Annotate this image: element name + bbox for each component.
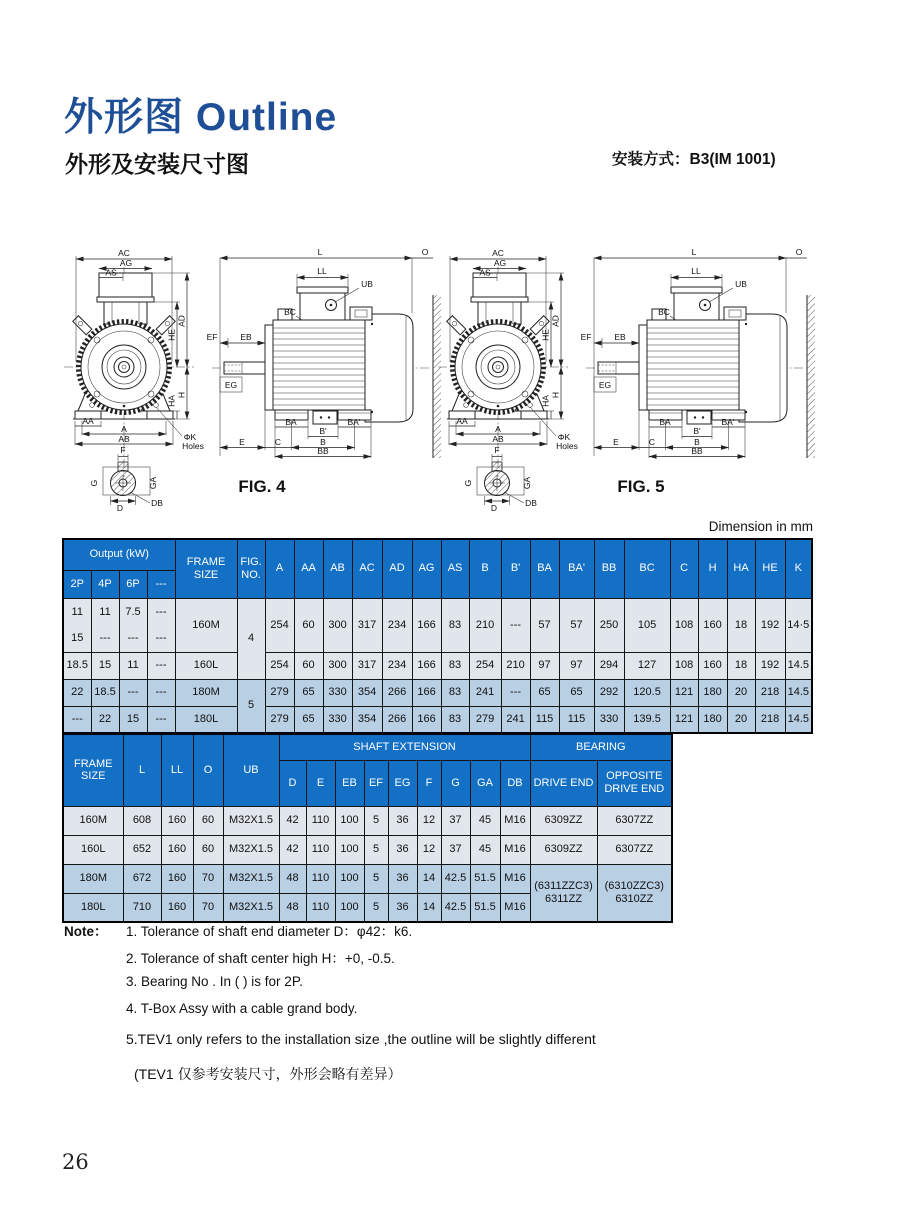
header-cell: OPPOSITE DRIVE END xyxy=(597,760,672,806)
header-cell: EB xyxy=(335,760,364,806)
cell: 14.5 xyxy=(785,679,812,706)
cell: 330 xyxy=(323,679,352,706)
cell: 42.5 xyxy=(441,893,470,922)
cell: 241 xyxy=(501,706,530,733)
cell: 83 xyxy=(441,598,469,652)
cell: 22 xyxy=(91,706,119,733)
cell: 317 xyxy=(352,652,382,679)
cell: 14·5 xyxy=(785,598,812,652)
cell: 266 xyxy=(382,679,412,706)
fig4-caption: FIG. 4 xyxy=(238,477,286,496)
cell: 5 xyxy=(364,893,388,922)
header-cell: Output (kW) xyxy=(63,539,175,570)
cell: 7.5 --- xyxy=(119,598,147,652)
header-cell: K xyxy=(785,539,812,598)
header-cell: AA xyxy=(294,539,323,598)
header-cell: B' xyxy=(501,539,530,598)
cell: 57 xyxy=(530,598,559,652)
header-cell: AB xyxy=(323,539,352,598)
cell: 160 xyxy=(698,598,727,652)
header-cell: SHAFT EXTENSION xyxy=(279,734,530,760)
header-cell: 2P xyxy=(63,570,91,598)
header-cell: BA' xyxy=(559,539,594,598)
cell: 15 xyxy=(91,652,119,679)
cell: M16 xyxy=(500,806,530,835)
cell: 254 xyxy=(265,598,294,652)
cell: M16 xyxy=(500,864,530,893)
cell: 100 xyxy=(335,835,364,864)
header-cell: --- xyxy=(147,570,175,598)
cell: 18 xyxy=(727,652,755,679)
table-row xyxy=(63,835,672,864)
cell: 166 xyxy=(412,652,441,679)
table-row xyxy=(63,679,812,706)
header-cell: EG xyxy=(388,760,417,806)
header-cell: DRIVE END xyxy=(530,760,597,806)
cell: 218 xyxy=(755,679,785,706)
cell: 45 xyxy=(470,806,500,835)
cell: 330 xyxy=(594,706,624,733)
cell: M32X1.5 xyxy=(223,893,279,922)
cell: 110 xyxy=(306,893,335,922)
cell: 83 xyxy=(441,652,469,679)
cell: 14 xyxy=(417,893,441,922)
cell: 14 xyxy=(417,864,441,893)
header-cell: E xyxy=(306,760,335,806)
cell: 354 xyxy=(352,706,382,733)
cell: 60 xyxy=(193,806,223,835)
table-row xyxy=(63,598,812,652)
cell: 6309ZZ xyxy=(530,806,597,835)
cell: 100 xyxy=(335,864,364,893)
note-item-1: 1. Tolerance of shaft end diameter D：φ42：k6. xyxy=(126,924,413,939)
header-cell: BEARING xyxy=(530,734,672,760)
cell: 108 xyxy=(670,652,698,679)
cell: 180M xyxy=(175,679,237,706)
header-cell: G xyxy=(441,760,470,806)
cell: 110 xyxy=(306,806,335,835)
cell: 279 xyxy=(265,706,294,733)
cell: 51.5 xyxy=(470,893,500,922)
cell: 22 xyxy=(63,679,91,706)
header-cell: LL xyxy=(161,734,193,806)
cell: 20 xyxy=(727,679,755,706)
cell: 11 --- xyxy=(91,598,119,652)
header-cell: 6P xyxy=(119,570,147,598)
dimension-table-1 xyxy=(62,538,813,734)
header-cell: A xyxy=(265,539,294,598)
cell: 36 xyxy=(388,864,417,893)
figure-5-drawing xyxy=(436,243,828,515)
cell: 36 xyxy=(388,835,417,864)
note-item-3: 3. Bearing No . In ( ) is for 2P. xyxy=(126,974,303,989)
cell: 180L xyxy=(175,706,237,733)
cell: (6311ZZC3) 6311ZZ xyxy=(530,864,597,922)
cell: --- xyxy=(501,598,530,652)
header-cell: HA xyxy=(727,539,755,598)
cell: 608 xyxy=(123,806,161,835)
cell: M16 xyxy=(500,835,530,864)
note-item-2: 2. Tolerance of shaft center high H：+0, -0.5. xyxy=(126,951,395,966)
cell: 65 xyxy=(294,706,323,733)
cell: 83 xyxy=(441,679,469,706)
cell: 166 xyxy=(412,598,441,652)
page-title xyxy=(64,86,337,142)
cell: --- xyxy=(63,706,91,733)
header-cell: BC xyxy=(624,539,670,598)
header-cell: UB xyxy=(223,734,279,806)
cell: 121 xyxy=(670,706,698,733)
header-cell: C xyxy=(670,539,698,598)
cell: 37 xyxy=(441,806,470,835)
cell: 330 xyxy=(323,706,352,733)
header-cell: BA xyxy=(530,539,559,598)
cell: 160L xyxy=(63,835,123,864)
cell: 48 xyxy=(279,893,306,922)
cell: 160 xyxy=(161,864,193,893)
cell: 12 xyxy=(417,835,441,864)
header-cell: EF xyxy=(364,760,388,806)
header-cell: 4P xyxy=(91,570,119,598)
cell: 105 xyxy=(624,598,670,652)
cell: 65 xyxy=(294,679,323,706)
cell: 14.5 xyxy=(785,652,812,679)
table-row xyxy=(63,806,672,835)
header-cell: AD xyxy=(382,539,412,598)
figure-4-drawing xyxy=(62,243,454,515)
header-cell: FRAME SIZE xyxy=(175,539,237,598)
cell: 241 xyxy=(469,679,501,706)
cell: 45 xyxy=(470,835,500,864)
cell: 4 xyxy=(237,598,265,679)
cell: 234 xyxy=(382,652,412,679)
cell: --- xyxy=(147,652,175,679)
cell: 5 xyxy=(364,835,388,864)
cell: --- xyxy=(147,679,175,706)
cell: 192 xyxy=(755,598,785,652)
cell: --- xyxy=(501,679,530,706)
cell: 18 xyxy=(727,598,755,652)
mounting-type-label: 安装方式：B3(IM 1001) xyxy=(612,151,776,168)
cell: 160M xyxy=(175,598,237,652)
cell: 100 xyxy=(335,893,364,922)
cell: 70 xyxy=(193,893,223,922)
cell: 160M xyxy=(63,806,123,835)
header-cell: H xyxy=(698,539,727,598)
cell: 60 xyxy=(294,598,323,652)
cell: 18.5 xyxy=(91,679,119,706)
cell: 60 xyxy=(294,652,323,679)
cell: 160 xyxy=(161,806,193,835)
cell: 36 xyxy=(388,806,417,835)
cell: 108 xyxy=(670,598,698,652)
header-cell: B xyxy=(469,539,501,598)
cell: 294 xyxy=(594,652,624,679)
cell: 6307ZZ xyxy=(597,806,672,835)
header-cell: GA xyxy=(470,760,500,806)
cell: 12 xyxy=(417,806,441,835)
cell: 18.5 xyxy=(63,652,91,679)
cell: 160 xyxy=(161,835,193,864)
cell: 210 xyxy=(469,598,501,652)
cell: 65 xyxy=(530,679,559,706)
cell: 42 xyxy=(279,835,306,864)
cell: 57 xyxy=(559,598,594,652)
cell: 83 xyxy=(441,706,469,733)
dimension-unit-note: Dimension in mm xyxy=(708,519,813,534)
cell: 97 xyxy=(559,652,594,679)
cell: M16 xyxy=(500,893,530,922)
cell: 317 xyxy=(352,598,382,652)
table-row xyxy=(63,706,812,733)
cell: 672 xyxy=(123,864,161,893)
cell: 166 xyxy=(412,706,441,733)
cell: 354 xyxy=(352,679,382,706)
cell: 37 xyxy=(441,835,470,864)
page-subtitle: 外形及安装尺寸图 xyxy=(65,151,249,177)
cell: 5 xyxy=(364,864,388,893)
cell: 110 xyxy=(306,864,335,893)
cell: 97 xyxy=(530,652,559,679)
cell: 250 xyxy=(594,598,624,652)
cell: 115 xyxy=(559,706,594,733)
cell: 15 xyxy=(119,706,147,733)
fig5-caption: FIG. 5 xyxy=(617,477,665,496)
cell: 60 xyxy=(193,835,223,864)
header-cell: FIG. NO. xyxy=(237,539,265,598)
cell: 192 xyxy=(755,652,785,679)
header-cell: F xyxy=(417,760,441,806)
header-cell: FRAME SIZE xyxy=(63,734,123,806)
cell: 180 xyxy=(698,706,727,733)
cell: M32X1.5 xyxy=(223,806,279,835)
page-number: 26 xyxy=(62,1150,89,1174)
header-cell: AS xyxy=(441,539,469,598)
cell: 166 xyxy=(412,679,441,706)
note-item-5: 5.TEV1 only refers to the installation size ,the outline will be slightly different xyxy=(126,1031,596,1047)
cell: 5 xyxy=(237,679,265,733)
cell: 51.5 xyxy=(470,864,500,893)
header-cell: BB xyxy=(594,539,624,598)
cell: 65 xyxy=(559,679,594,706)
cell: 210 xyxy=(501,652,530,679)
cell: 11 15 xyxy=(63,598,91,652)
cell: 127 xyxy=(624,652,670,679)
cell: 300 xyxy=(323,598,352,652)
header-cell: D xyxy=(279,760,306,806)
table-row xyxy=(63,864,672,893)
cell: 42.5 xyxy=(441,864,470,893)
header-cell: AC xyxy=(352,539,382,598)
cell: 266 xyxy=(382,706,412,733)
page-title-en: Outline xyxy=(195,96,338,139)
cell: 160 xyxy=(698,652,727,679)
cell: 279 xyxy=(265,679,294,706)
cell: 234 xyxy=(382,598,412,652)
header-cell: DB xyxy=(500,760,530,806)
cell: 292 xyxy=(594,679,624,706)
cell: 218 xyxy=(755,706,785,733)
cell: 120.5 xyxy=(624,679,670,706)
cell: M32X1.5 xyxy=(223,864,279,893)
cell: 11 xyxy=(119,652,147,679)
cell: 180M xyxy=(63,864,123,893)
note-item-5-zh: (TEV1 仅参考安装尺寸，外形会略有差异） xyxy=(134,1066,402,1082)
cell: 14.5 xyxy=(785,706,812,733)
cell: 5 xyxy=(364,806,388,835)
cell: 48 xyxy=(279,864,306,893)
cell: 100 xyxy=(335,806,364,835)
cell: 652 xyxy=(123,835,161,864)
cell: --- xyxy=(119,679,147,706)
cell: 121 xyxy=(670,679,698,706)
header-cell: HE xyxy=(755,539,785,598)
cell: 180 xyxy=(698,679,727,706)
note-item-4: 4. T-Box Assy with a cable grand body. xyxy=(126,1001,358,1016)
cell: 180L xyxy=(63,893,123,922)
cell: 36 xyxy=(388,893,417,922)
cell: 279 xyxy=(469,706,501,733)
note-label: Note： xyxy=(64,924,108,939)
cell: 300 xyxy=(323,652,352,679)
cell: --- --- xyxy=(147,598,175,652)
cell: --- xyxy=(147,706,175,733)
header-cell: AG xyxy=(412,539,441,598)
cell: 42 xyxy=(279,806,306,835)
dimension-table-2 xyxy=(62,733,673,923)
page-title-zh: 外形图 xyxy=(64,96,185,139)
cell: 254 xyxy=(265,652,294,679)
cell: 710 xyxy=(123,893,161,922)
header-cell: O xyxy=(193,734,223,806)
cell: 139.5 xyxy=(624,706,670,733)
cell: 110 xyxy=(306,835,335,864)
cell: 160L xyxy=(175,652,237,679)
table-row xyxy=(63,652,812,679)
cell: M32X1.5 xyxy=(223,835,279,864)
cell: 6309ZZ xyxy=(530,835,597,864)
cell: 254 xyxy=(469,652,501,679)
cell: 115 xyxy=(530,706,559,733)
cell: 70 xyxy=(193,864,223,893)
cell: 20 xyxy=(727,706,755,733)
cell: 160 xyxy=(161,893,193,922)
cell: (6310ZZC3) 6310ZZ xyxy=(597,864,672,922)
cell: 6307ZZ xyxy=(597,835,672,864)
header-cell: L xyxy=(123,734,161,806)
